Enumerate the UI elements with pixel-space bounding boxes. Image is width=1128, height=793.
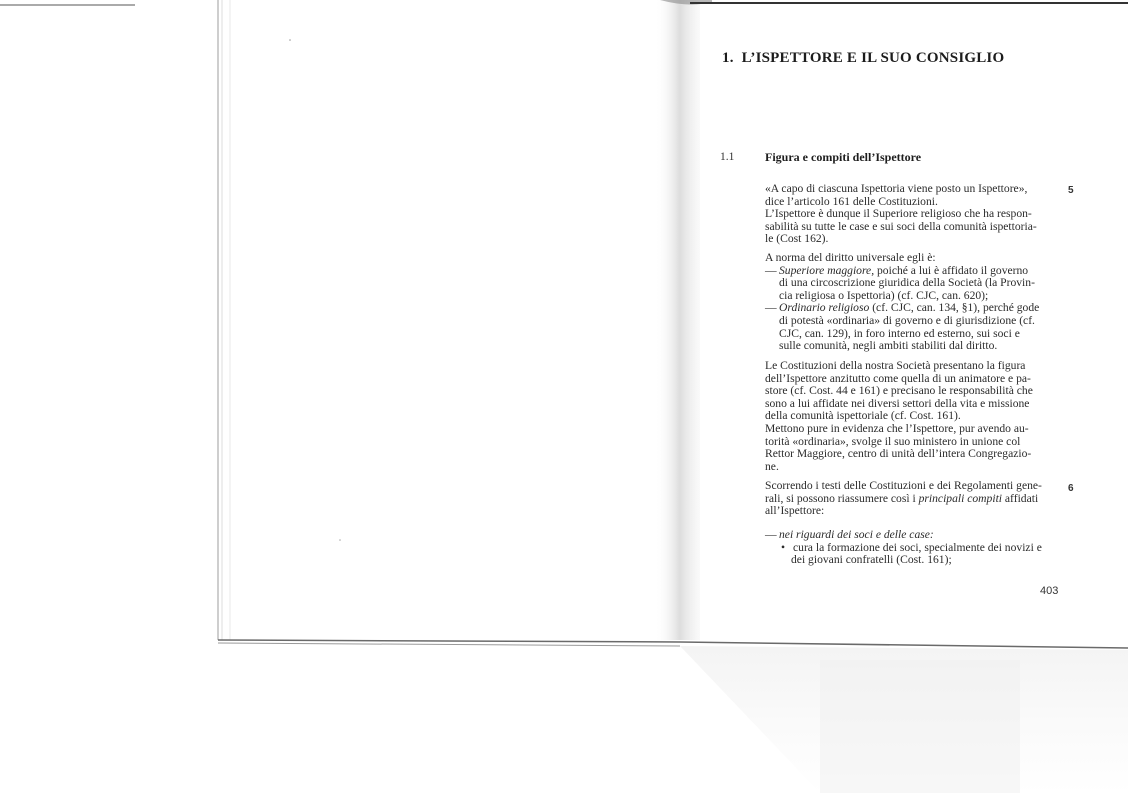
text-line: di una circoscrizione giuridica della Società (la Provin- — [779, 276, 1035, 290]
emphasis: principali compiti — [918, 491, 1003, 505]
text-line: store (cf. Cost. 44 e 161) e precisano le responsabilità che — [765, 384, 1033, 398]
paragraph-constitutions — [765, 360, 1059, 473]
text-line: Scorrendo i testi delle Costituzioni e dei Regolamenti gene- — [765, 479, 1042, 492]
chapter-heading — [722, 50, 1004, 67]
emphasis: Superiore maggiore, — [779, 263, 875, 277]
text-line: sabilità su tutte le case e sui soci della comunità ispettoria- — [765, 219, 1037, 233]
paragraph-tasks-list — [765, 529, 1059, 567]
text-line: di potestà «ordinaria» di governo e di giurisdizione (cf. — [779, 313, 1035, 327]
text-line: Mettono pure in evidenza che l’Ispettore, pur avendo au- — [765, 421, 1029, 435]
chapter-number: 1. — [722, 50, 734, 66]
text-line: ne. — [765, 459, 779, 473]
text-line: L’Ispettore è dunque il Superiore religioso che ha respon- — [765, 207, 1032, 221]
emphasis: Ordinario religioso — [779, 301, 870, 315]
section-title: Figura e compiti dell’Ispettore — [765, 150, 922, 164]
dash-marker: — — [765, 528, 777, 541]
text-line: della comunità ispettoriale (cf. Cost. 161). — [765, 409, 961, 423]
text-line: cia religiosa o Ispettoria) (cf. CJC, can. 620); — [779, 288, 989, 302]
paragraph-intro — [765, 183, 1059, 246]
paragraph-law — [765, 252, 1059, 353]
section-number: 1.1 — [720, 151, 735, 163]
chapter-title: L’ISPETTORE E IL SUO CONSIGLIO — [741, 50, 1005, 66]
paragraph-tasks-intro — [765, 480, 1059, 518]
text-line: dei giovani confratelli (Cost. 161); — [791, 553, 952, 567]
text-line: torità «ordinaria», svolge il suo ministero in unione col — [765, 434, 1021, 448]
text-line: dell’Ispettore anzitutto come quella di un animatore e pa- — [765, 371, 1031, 385]
text-line: «A capo di ciascuna Ispettoria viene posto un Ispettore», — [765, 182, 1028, 195]
text-fragment: rali, si possono riassumere così i — [765, 491, 919, 505]
text-line: Rettor Maggiore, centro di unità dell’intera Congregazio- — [765, 447, 1032, 461]
text-fragment: (cf. CJC, can. 134, §1), perché gode — [869, 301, 1040, 315]
text-line: le (Cost 162). — [765, 232, 829, 246]
page-number: 403 — [1040, 585, 1059, 597]
text-line: sulle comunità, negli ambiti stabiliti dal diritto. — [779, 339, 998, 353]
text-line: A norma del diritto universale egli è: — [765, 251, 936, 264]
text-fragment: cura la formazione dei soci, specialmente dei novizi e — [793, 540, 1042, 554]
dash-marker: — — [765, 263, 777, 277]
text-fragment: affidati — [1002, 491, 1039, 505]
text-line: all’Ispettore: — [765, 504, 825, 518]
text-line: CJC, can. 129), in foro interno ed esterno, sui soci e — [779, 326, 1020, 340]
emphasis: nei riguardi dei soci e delle case: — [779, 528, 934, 541]
margin-number: 5 — [1068, 185, 1074, 196]
text-line: dice l’articolo 161 delle Costituzioni. — [765, 194, 938, 208]
margin-number: 6 — [1068, 483, 1074, 494]
bullet-marker: • — [781, 540, 786, 554]
text-line: Le Costituzioni della nostra Società presentano la figura — [765, 359, 1026, 372]
text-fragment: poiché a lui è affidato il governo — [874, 263, 1029, 277]
dash-marker: — — [765, 301, 777, 315]
text-line: sono a lui affidate nei diversi settori della vita e missione — [765, 396, 1030, 410]
